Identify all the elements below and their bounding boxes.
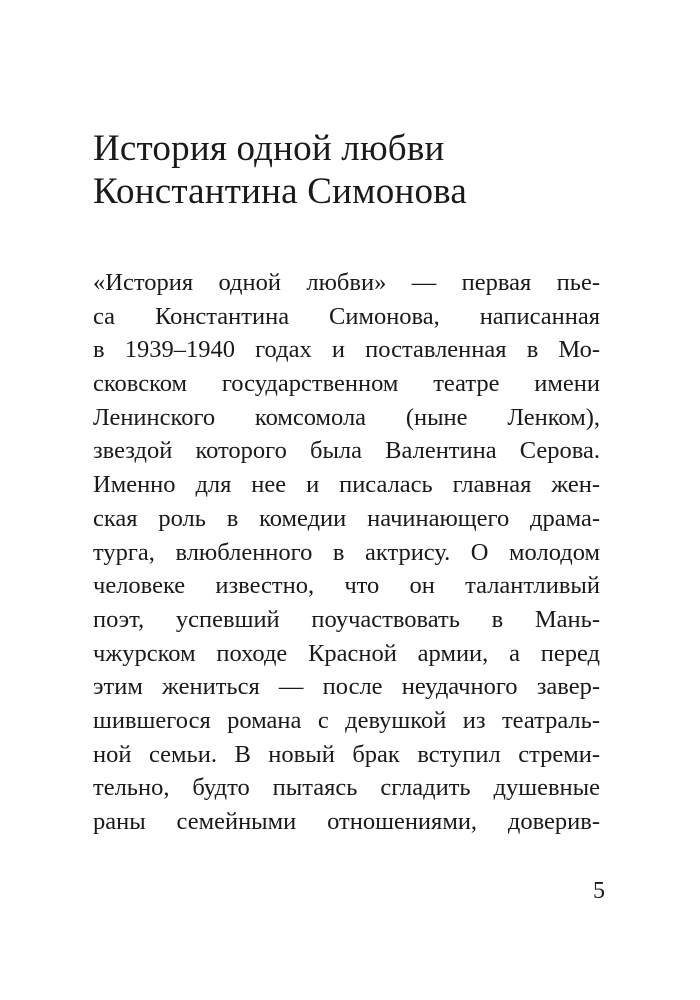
text-line: ной семьи. В новый брак вступил стреми- [93,740,600,768]
text-line: турга, влюбленного в актрису. О молодом [93,538,600,566]
text-line: Именно для нее и писалась главная жен- [93,471,600,499]
body-paragraph [93,266,600,839]
text-line: ская роль в комедии начинающего драма- [93,504,600,532]
text-line: тельно, будто пытаясь сгладить душевные [93,774,600,802]
text-line: «История одной любви» — первая пье- [93,269,600,296]
text-line: шившегося романа с девушкой из театраль- [93,706,600,734]
text-line: сковском государственном театре имени [93,370,600,398]
text-line: человеке известно, что он талантливый [93,572,600,600]
text-line: чжурском походе Красной армии, а перед [93,639,600,667]
chapter-title-line: История одной любви [93,128,445,169]
text-line: поэт, успевший поучаствовать в Мань- [93,605,600,633]
text-line: Ленинского комсомола (ныне Ленком), [93,403,600,431]
chapter-title-line: Константина Симонова [93,171,467,212]
text-line: звездой которого была Валентина Серова. [93,437,600,465]
text-line: са Константина Симонова, написанная [93,302,600,330]
text-line: этим жениться — после неудачного завер- [93,673,600,701]
page-number: 5 [593,878,605,904]
text-line: раны семейными отношениями, доверив- [93,808,600,835]
chapter-title [93,127,653,213]
text-line: в 1939–1940 годах и поставленная в Мо- [93,336,600,364]
